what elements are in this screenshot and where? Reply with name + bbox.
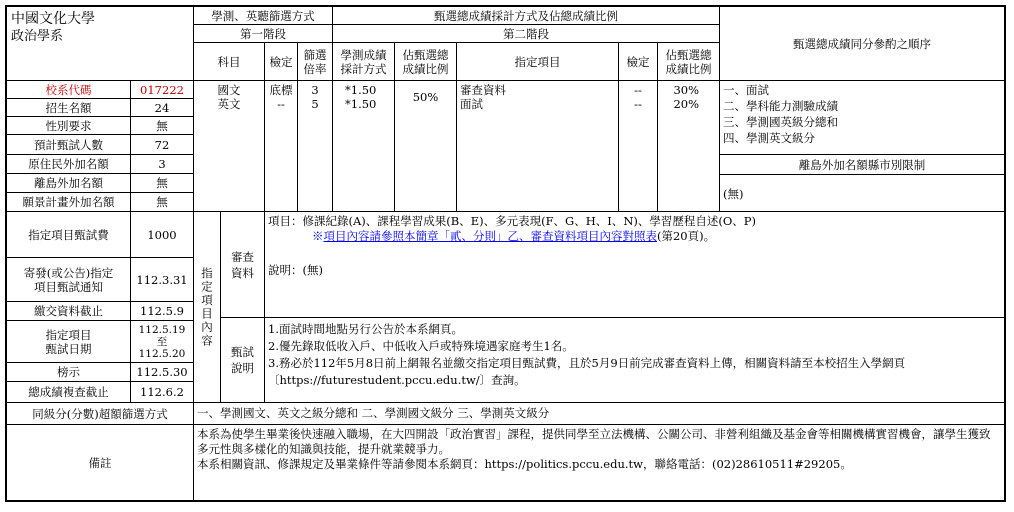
designated-vertical-text: 指定項目內容: [200, 266, 214, 348]
review-explain: 說明：(無): [268, 263, 323, 277]
col-method: 學測成績 採計方式: [333, 43, 395, 81]
col-multiplier: 篩選 倍率: [298, 43, 333, 81]
lower-value-review: 112.6.2: [131, 382, 194, 403]
island-value: (無): [720, 175, 1004, 212]
col-ratio: 佔甄選總 成績比例: [395, 43, 457, 81]
info-value-code: 017222: [131, 81, 194, 99]
col-check: 檢定: [265, 43, 298, 81]
over-screen-label: 同級分(分數)超額篩選方式: [7, 403, 194, 425]
stage1-subjects: 國文 英文: [194, 81, 265, 212]
lower-value-notice: 112.3.31: [131, 258, 194, 302]
stage2-items: 審查資料 面試: [457, 81, 619, 212]
lower-label-deadline: 繳交資料截止: [7, 302, 131, 321]
lower-value-fee: 1000: [131, 212, 194, 258]
col-subject: 科目: [194, 43, 265, 81]
review-note: [268, 229, 1001, 244]
review-note-link[interactable]: 項目內容請參照本簡章「貳、分則」乙、審查資料項目內容對照表: [323, 229, 657, 243]
stage2-ratio: 50%: [395, 81, 457, 212]
lower-value-deadline: 112.5.9: [131, 302, 194, 321]
island-title: 離島外加名額縣市別限制: [720, 155, 1004, 175]
stage1-title: 第一階段: [194, 25, 333, 43]
review-items: 項目：修課紀錄(A)、課程學習成果(B、E)、多元表現(F、G、H、I、N)、學習歷程自述(O、P): [268, 214, 757, 228]
review-content: [265, 212, 1004, 318]
school-cell: [7, 7, 194, 81]
stage1-checks: 底標 --: [265, 81, 298, 212]
department-name: 政治學系: [11, 29, 64, 44]
info-label-quota: 招生名額: [7, 99, 131, 117]
lower-value-exam-date: 112.5.19 至 112.5.20: [131, 321, 194, 363]
lower-label-result: 榜示: [7, 363, 131, 382]
stage2-ratios: 30% 20%: [658, 81, 720, 212]
tiebreak-title: 甄選總成績同分參酌之順序: [720, 7, 1004, 81]
lower-value-result: 112.5.30: [131, 363, 194, 382]
lower-label-review: 總成績複查截止: [7, 382, 131, 403]
lower-label-exam-date: 指定項目 甄試日期: [7, 321, 131, 363]
info-label-island: 離島外加名額: [7, 174, 131, 193]
stage2-methods: *1.50 *1.50: [333, 81, 395, 212]
info-label-gender: 性別要求: [7, 117, 131, 135]
over-screen-value: 一、學測國文、英文之級分總和 二、學測國文級分 三、學測英文級分: [194, 403, 1004, 425]
stage1-multipliers: 3 5: [298, 81, 333, 212]
review-note-mark: ※: [312, 229, 324, 243]
info-value-gender: 無: [131, 117, 194, 135]
review-note-tail: (第20頁)。: [657, 229, 716, 243]
left-title: 學測、英聽篩選方式: [194, 7, 333, 25]
col-ratio2: 佔甄選總 成績比例: [658, 43, 720, 81]
designated-vertical-label: [194, 212, 221, 403]
info-value-island: 無: [131, 174, 194, 193]
col-check2: 檢定: [619, 43, 658, 81]
interview-label: 甄試 說明: [221, 318, 265, 403]
stage2-title: 第二階段: [333, 25, 720, 43]
stage2-checks: -- --: [619, 81, 658, 212]
review-label: 審查 資料: [221, 212, 265, 318]
info-value-expected: 72: [131, 135, 194, 155]
info-label-vision: 願景計畫外加名額: [7, 193, 131, 212]
interview-text: 1.面試時間地點另行公告於本系網頁。 2.優先錄取低收入戶、中低收入戶或特殊境遇家庭考生1名。 3.務必於112年5月8日前上網報名並繳交指定項目甄試費，且於5月9日前完成審查資料上傳，相關資料請至本校招生入學網頁〔https://futurestudent.pccu.edu.tw/〕查詢。: [265, 318, 1004, 403]
info-value-indigenous: 3: [131, 155, 194, 174]
lower-label-fee: 指定項目甄試費: [7, 212, 131, 258]
col-item: 指定項目: [457, 43, 619, 81]
school-name: 中國文化大學: [11, 11, 95, 27]
middle-title: 甄選總成績採計方式及佔總成績比例: [333, 7, 720, 25]
remarks-value: 本系為使學生畢業後快速融入職場，在大四開設「政治實習」課程，提供同學至立法機構、公關公司、非營利組織及基金會等相關機構實習機會，讓學生獲致多元性與多樣化的知識與技能，提升就業競爭力。 本系相關資訊、修課規定及畢業條件等請參閱本系網頁：https://politics.pccu.edu.tw，聯絡電話：(02)28610511#29205。: [197, 427, 991, 471]
info-value-quota: 24: [131, 99, 194, 117]
lower-label-notice: 寄發(或公告)指定 項目甄試通知: [7, 258, 131, 302]
info-label-indigenous: 原住民外加名額: [7, 155, 131, 174]
info-label-code: 校系代碼: [7, 81, 131, 99]
tiebreak-list: 一、面試 二、學科能力測驗成績 三、學測國英級分總和 四、學測英文級分: [720, 81, 1004, 155]
remarks-label: 備註: [7, 425, 194, 500]
info-label-expected: 預計甄試人數: [7, 135, 131, 155]
info-value-vision: 無: [131, 193, 194, 212]
